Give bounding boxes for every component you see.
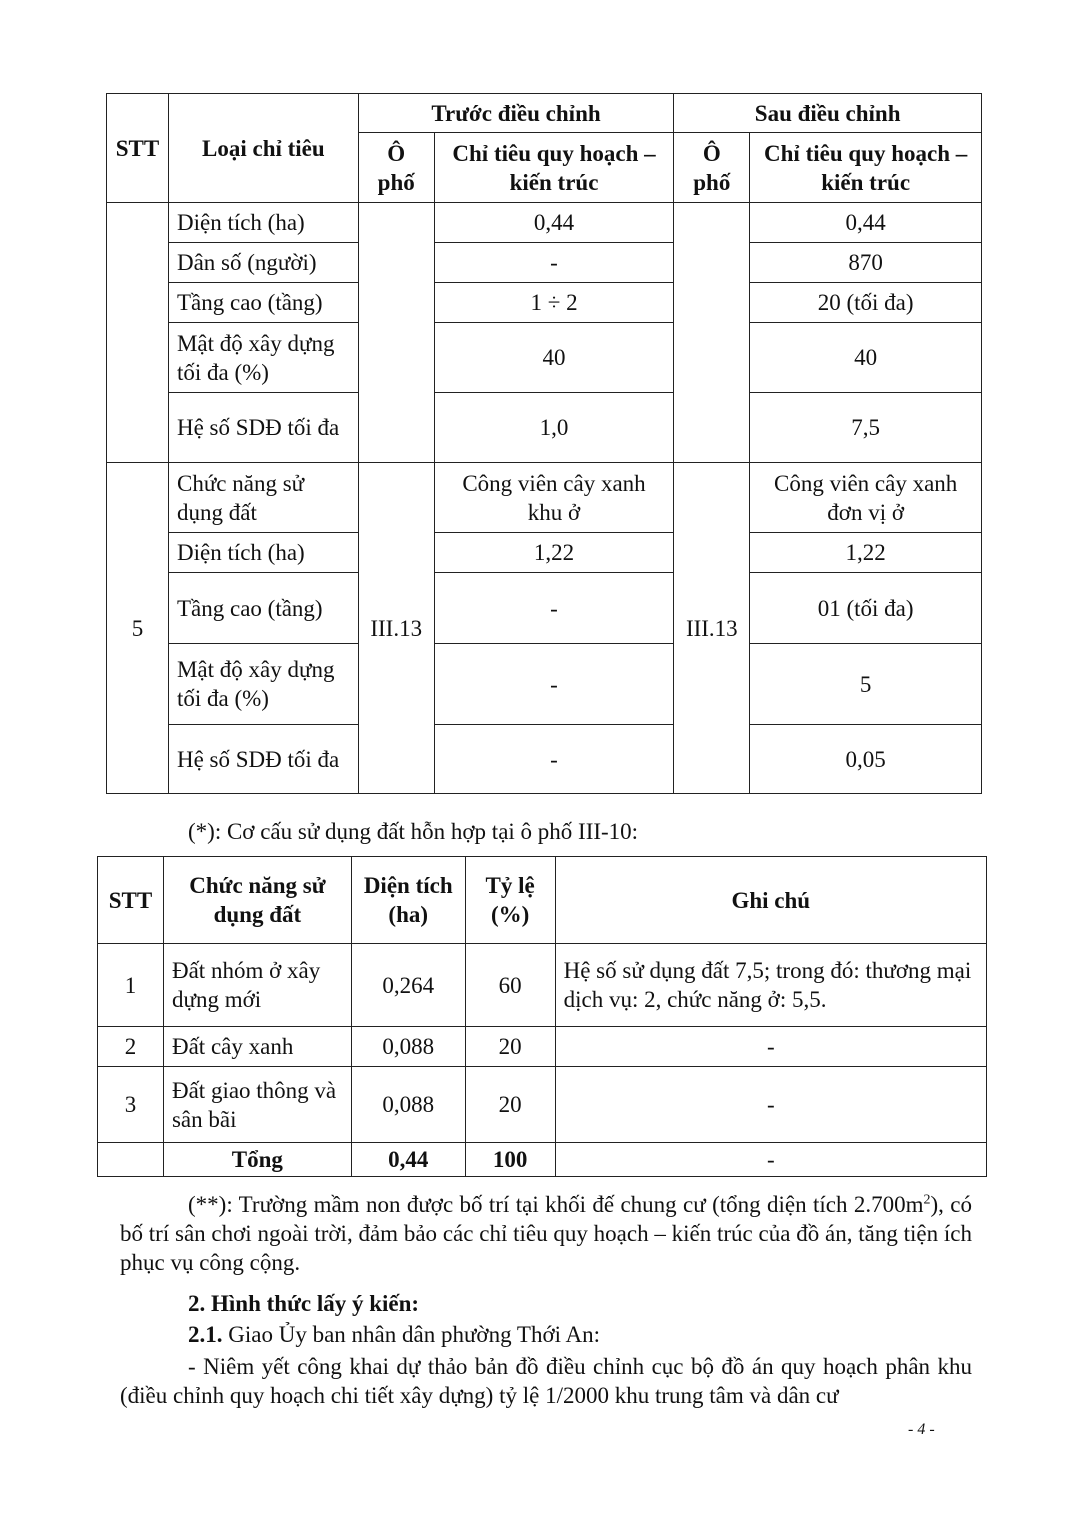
- table-row: [98, 1067, 987, 1143]
- value-before: -: [434, 644, 674, 725]
- row-label: Mật độ xây dựng tối đa (%): [168, 323, 358, 393]
- value-after: 0,44: [750, 203, 982, 243]
- header-ghi-chu: Ghi chú: [555, 857, 986, 944]
- total-area: 0,44: [351, 1143, 465, 1177]
- row-pct: 20: [465, 1027, 555, 1067]
- row-label: Tầng cao (tầng): [168, 573, 358, 644]
- row-name: Đất cây xanh: [163, 1027, 351, 1067]
- header-stt: STT: [98, 857, 164, 944]
- row-name: Đất nhóm ở xây dựng mới: [163, 944, 351, 1027]
- value-before: -: [434, 725, 674, 794]
- value-before: 1 ÷ 2: [434, 283, 674, 323]
- total-pct: 100: [465, 1143, 555, 1177]
- note2-superscript: 2: [923, 1192, 931, 1208]
- row-stt: 1: [98, 944, 164, 1027]
- planning-indicator-table: [106, 93, 982, 794]
- note2-text: (**): Trường mầm non được bố trí tại khối đế chung cư (tổng diện tích 2.700m: [188, 1192, 924, 1217]
- value-before: -: [434, 243, 674, 283]
- o-pho-after-empty: [674, 203, 750, 463]
- row-label: Hệ số SDĐ tối đa: [168, 393, 358, 463]
- row-area: 0,088: [351, 1027, 465, 1067]
- section-heading: 2. Hình thức lấy ý kiến:: [188, 1291, 420, 1316]
- o-pho-after: III.13: [674, 463, 750, 794]
- header-chi-tieu-before: Chỉ tiêu quy hoạch – kiến trúc: [434, 133, 674, 203]
- row-label: Hệ số SDĐ tối đa: [168, 725, 358, 794]
- value-before: 1,0: [434, 393, 674, 463]
- page-number: - 4 -: [908, 1421, 935, 1438]
- subsection-heading: [188, 1320, 600, 1349]
- note2-text-cont: ), có bố trí sân chơi ngoài trời, đảm bảo các chỉ tiêu quy hoạch – kiến trúc của đồ án, tăng tiện ích phục vụ công cộng.: [120, 1192, 972, 1275]
- row-stt: 2: [98, 1027, 164, 1067]
- value-after: 7,5: [750, 393, 982, 463]
- value-before: 0,44: [434, 203, 674, 243]
- row-label: Dân số (người): [168, 243, 358, 283]
- total-label: Tổng: [163, 1143, 351, 1177]
- total-row: [98, 1143, 987, 1177]
- total-stt-empty: [98, 1143, 164, 1177]
- value-after: 5: [750, 644, 982, 725]
- header-chi-tieu-after: Chỉ tiêu quy hoạch – kiến trúc: [750, 133, 982, 203]
- row-pct: 60: [465, 944, 555, 1027]
- header-o-pho-after: Ô phố: [674, 133, 750, 203]
- subsection-text: Giao Ủy ban nhân dân phường Thới An:: [222, 1322, 600, 1347]
- value-before: Công viên cây xanh khu ở: [434, 463, 674, 533]
- value-after: Công viên cây xanh đơn vị ở: [750, 463, 982, 533]
- row-note: Hệ số sử dụng đất 7,5; trong đó: thương mại dịch vụ: 2, chức năng ở: 5,5.: [555, 944, 986, 1027]
- table-row: [98, 944, 987, 1027]
- value-after: 40: [750, 323, 982, 393]
- value-before: 1,22: [434, 533, 674, 573]
- row-stt: 3: [98, 1067, 164, 1143]
- value-after: 1,22: [750, 533, 982, 573]
- header-truoc-dieu-chinh: Trước điều chỉnh: [358, 94, 674, 133]
- header-sau-dieu-chinh: Sau điều chỉnh: [674, 94, 982, 133]
- row-name: Đất giao thông và sân bãi: [163, 1067, 351, 1143]
- value-before: -: [434, 573, 674, 644]
- value-after: 870: [750, 243, 982, 283]
- header-stt: STT: [107, 94, 169, 203]
- value-after: 20 (tối đa): [750, 283, 982, 323]
- paragraph: - Niêm yết công khai dự thảo bản đồ điều chỉnh cục bộ đồ án quy hoạch phân khu (điều chỉnh quy hoạch chi tiết xây dựng) tỷ lệ 1/2000 khu trung tâm và dân cư: [120, 1354, 972, 1408]
- table-row: [98, 1027, 987, 1067]
- stt-cell-empty: [107, 203, 169, 463]
- row-note: -: [555, 1067, 986, 1143]
- row-label: Mật độ xây dựng tối đa (%): [168, 644, 358, 725]
- stt-cell: 5: [107, 463, 169, 794]
- note-kindergarten: [120, 1190, 972, 1277]
- value-before: 40: [434, 323, 674, 393]
- total-note: -: [555, 1143, 986, 1177]
- o-pho-before: III.13: [358, 463, 434, 794]
- header-loai-chi-tieu: Loại chỉ tiêu: [168, 94, 358, 203]
- row-label: Chức năng sử dụng đất: [168, 463, 358, 533]
- o-pho-before-empty: [358, 203, 434, 463]
- value-after: 01 (tối đa): [750, 573, 982, 644]
- land-use-structure-table: [97, 856, 987, 1177]
- value-after: 0,05: [750, 725, 982, 794]
- header-dien-tich: Diện tích (ha): [351, 857, 465, 944]
- header-o-pho-before: Ô phố: [358, 133, 434, 203]
- row-label: Diện tích (ha): [168, 533, 358, 573]
- header-ty-le: Tỷ lệ (%): [465, 857, 555, 944]
- header-chuc-nang: Chức năng sử dụng đất: [163, 857, 351, 944]
- row-pct: 20: [465, 1067, 555, 1143]
- row-note: -: [555, 1027, 986, 1067]
- row-label: Diện tích (ha): [168, 203, 358, 243]
- subsection-number: 2.1.: [188, 1322, 223, 1347]
- row-area: 0,264: [351, 944, 465, 1027]
- note-mixed-use: (*): Cơ cấu sử dụng đất hỗn hợp tại ô phố III-10:: [188, 819, 639, 844]
- row-area: 0,088: [351, 1067, 465, 1143]
- row-label: Tầng cao (tầng): [168, 283, 358, 323]
